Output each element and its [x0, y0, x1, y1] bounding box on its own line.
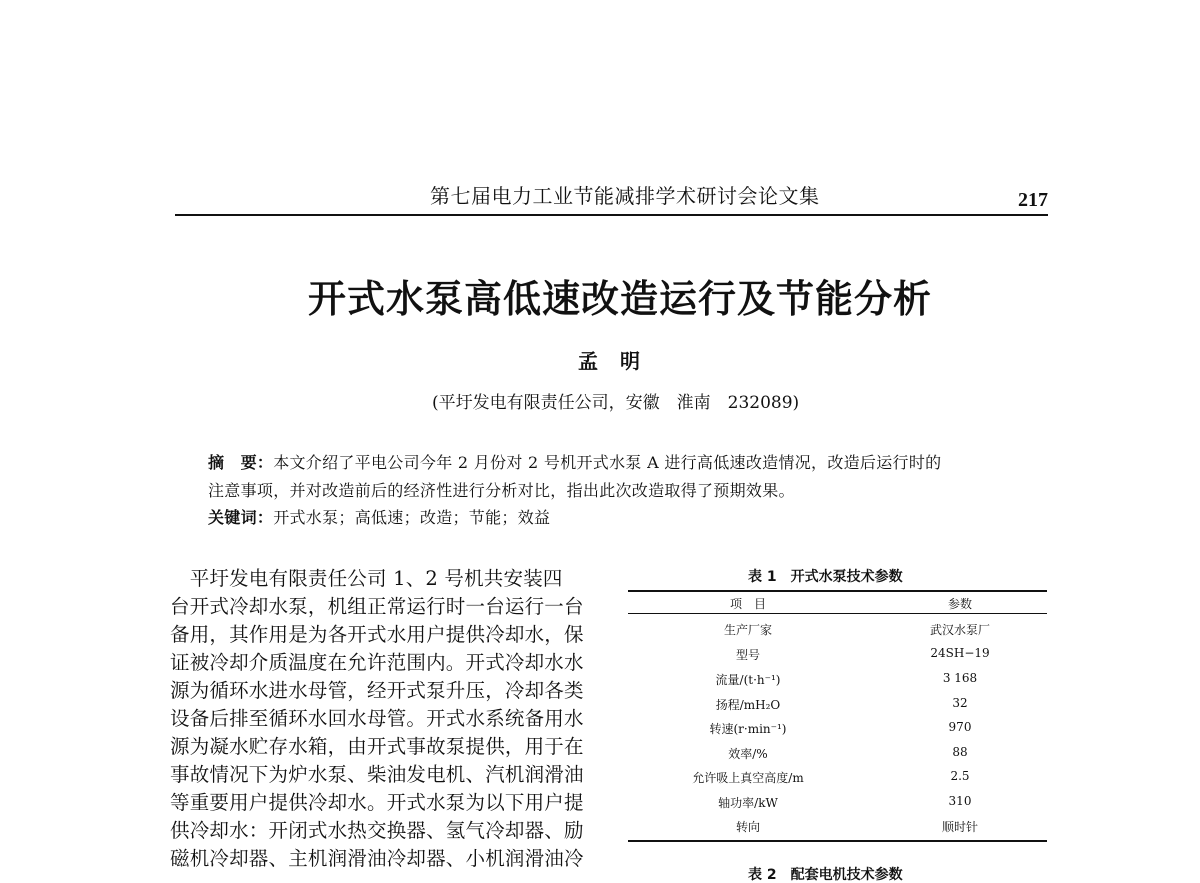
table1-cell-item: 转向 [735, 820, 760, 834]
article-title: 开式水泵高低速改造运行及节能分析 [308, 277, 933, 321]
abstract-line-2: 注意事项，并对改造前后的经济性进行分析对比，指出此次改造取得了预期效果。 [208, 481, 795, 500]
body-line: 证被冷却介质温度在允许范围内。开式冷却水水 [170, 651, 584, 674]
body-line: 事故情况下为炉水泵、柴油发电机、汽机润滑油 [170, 763, 584, 786]
table1-cell-item: 流量/(t·h⁻¹) [715, 673, 781, 687]
table1-cell-value: 3 168 [942, 671, 978, 685]
table1-cell-value: 顺时针 [941, 820, 978, 834]
table2-caption: 表 2 配套电机技术参数 [748, 867, 903, 883]
table1-cell-value: 24SH−19 [930, 646, 990, 660]
body-line: 等重要用户提供冷却水。开式水泵为以下用户提 [170, 791, 584, 814]
body-line: 设备后排至循环水回水母管。开式水系统备用水 [170, 707, 584, 730]
table1-header-rule [628, 613, 1047, 614]
body-line: 台开式冷却水泵，机组正常运行时一台运行一台 [170, 595, 584, 618]
table1-cell-item: 轴功率/kW [718, 796, 778, 810]
table1-caption: 表 1 开式水泵技术参数 [748, 569, 903, 585]
body-line: 备用，其作用是为各开式水用户提供冷却水，保 [170, 623, 584, 646]
author-affiliation: (平圩发电有限责任公司，安徽 淮南 232089) [432, 393, 800, 413]
abstract-line-1 [208, 450, 941, 473]
table1-cell-item: 允许吸上真空高度/m [692, 771, 804, 785]
abstract-text-1: 本文介绍了平电公司今年 2 月份对 2 号机开式水泵 A 进行高低速改造情况，改造后运行时的 [273, 453, 942, 472]
table1-cell-value: 310 [948, 794, 972, 808]
body-line: 源为循环水进水母管，经开式泵升压，冷却各类 [170, 679, 584, 702]
page-number: 217 [1018, 189, 1048, 211]
keywords-text: 开式水泵；高低速；改造；节能；效益 [273, 508, 551, 527]
body-line: 磁机冷却器、主机润滑油冷却器、小机润滑油冷 [170, 847, 584, 870]
table1-header-value: 参数 [947, 597, 972, 611]
table1-cell-item: 效率/% [728, 747, 768, 761]
table1-cell-value: 88 [952, 745, 968, 759]
table1-top-rule [628, 590, 1047, 592]
table1-cell-item: 生产厂家 [723, 623, 772, 637]
table1-bottom-rule [628, 840, 1047, 842]
abstract-label: 摘 要： [208, 453, 274, 472]
table1-cell-item: 型号 [735, 648, 760, 662]
body-line: 源为凝水贮存水箱，由开式事故泵提供，用于在 [170, 735, 584, 758]
table1-cell-item: 扬程/mH₂O [715, 698, 781, 712]
table1-header-item: 项 目 [729, 597, 766, 611]
table1-cell-item: 转速(r·min⁻¹) [709, 722, 787, 736]
running-title: 第七届电力工业节能减排学术研讨会论文集 [430, 184, 820, 208]
table1-cell-value: 2.5 [950, 769, 970, 783]
author-name: 孟明 [578, 349, 662, 373]
keywords-line [208, 505, 550, 528]
table1-cell-value: 武汉水泵厂 [929, 623, 990, 637]
header-rule [175, 214, 1048, 216]
body-line: 供冷却水：开闭式水热交换器、氢气冷却器、励 [170, 819, 584, 842]
body-line: 平圩发电有限责任公司 1、2 号机共安装四 [170, 567, 563, 590]
keywords-label: 关键词： [208, 508, 274, 527]
table1-cell-value: 970 [948, 720, 972, 734]
table1-cell-value: 32 [952, 696, 968, 710]
